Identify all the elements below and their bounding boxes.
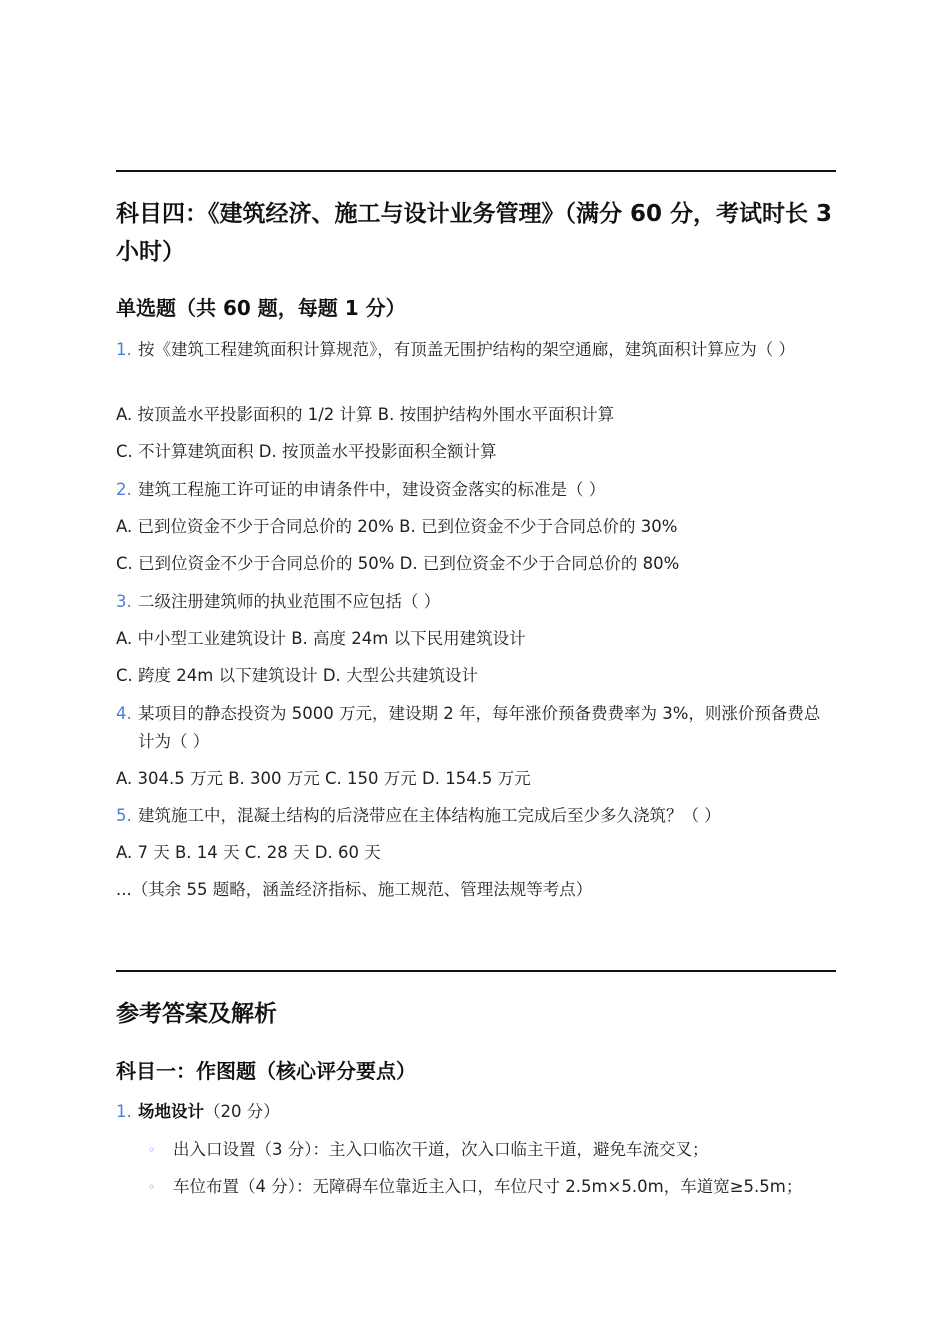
question-3-options-line-1: A. 中小型工业建筑设计 B. 高度 24m 以下民用建筑设计 — [116, 629, 526, 648]
question-number: 1. — [116, 340, 132, 359]
question-4-options-line-1: A. 304.5 万元 B. 300 万元 C. 150 万元 D. 154.5 万元 — [116, 769, 531, 788]
question-number: 4. — [116, 704, 132, 723]
section4-subtitle: 单选题（共 60 题，每题 1 分） — [116, 296, 406, 320]
question-number: 2. — [116, 480, 132, 499]
question-text: 二级注册建筑师的执业范围不应包括（ ） — [138, 592, 441, 611]
question-text: 建筑工程施工许可证的申请条件中，建设资金落实的标准是（ ） — [138, 480, 606, 499]
question-2 — [116, 476, 836, 504]
question-number: 5. — [116, 806, 132, 825]
question-number: 3. — [116, 592, 132, 611]
question-4 — [116, 700, 836, 756]
answer-item-label: 场地设计 — [138, 1102, 204, 1121]
question-5-options-line-1: A. 7 天 B. 14 天 C. 28 天 D. 60 天 — [116, 843, 381, 862]
question-2-options-line-2: C. 已到位资金不少于合同总价的 50% D. 已到位资金不少于合同总价的 80% — [116, 554, 680, 573]
question-3-options-line-2: C. 跨度 24m 以下建筑设计 D. 大型公共建筑设计 — [116, 666, 479, 685]
question-1 — [116, 336, 836, 364]
middle-divider — [116, 970, 836, 972]
answer-point-2 — [148, 1173, 838, 1201]
answer-item-number: 1. — [116, 1102, 132, 1121]
question-1-options-line-2: C. 不计算建筑面积 D. 按顶盖水平投影面积全额计算 — [116, 442, 497, 461]
answer-point-text: 出入口设置（3 分）：主入口临次干道，次入口临主干道，避免车流交叉； — [173, 1140, 709, 1159]
answer-point-1 — [148, 1136, 838, 1164]
answer-point-text: 车位布置（4 分）：无障碍车位靠近主入口，车位尺寸 2.5m×5.0m，车道宽≥5.5m； — [173, 1177, 803, 1196]
top-divider — [116, 170, 836, 172]
question-3 — [116, 588, 836, 616]
circle-bullet-icon: ◦ — [148, 1143, 156, 1157]
question-1-options-line-1: A. 按顶盖水平投影面积的 1/2 计算 B. 按围护结构外围水平面积计算 — [116, 405, 615, 424]
answer-item-1 — [116, 1098, 836, 1126]
question-text: 按《建筑工程建筑面积计算规范》，有顶盖无围护结构的架空通廊，建筑面积计算应为（ ） — [138, 340, 795, 359]
question-text: 某项目的静态投资为 5000 万元，建设期 2 年，每年涨价预备费费率为 3%，则涨价预备费总计为（ ） — [138, 704, 821, 751]
answers-title: 参考答案及解析 — [116, 1001, 277, 1027]
circle-bullet-icon: ◦ — [148, 1180, 156, 1194]
remaining-questions-note: ...（其余 55 题略，涵盖经济指标、施工规范、管理法规等考点） — [116, 880, 593, 899]
section4-title: 科目四：《建筑经济、施工与设计业务管理》（满分 60 分，考试时长 3 小时） — [116, 201, 833, 265]
answer-item-score: （20 分） — [204, 1102, 280, 1121]
question-text: 建筑施工中，混凝土结构的后浇带应在主体结构施工完成后至少多久浇筑？（ ） — [138, 806, 721, 825]
subject1-title: 科目一：作图题（核心评分要点） — [116, 1059, 416, 1083]
question-5 — [116, 802, 836, 830]
question-2-options-line-1: A. 已到位资金不少于合同总价的 20% B. 已到位资金不少于合同总价的 30% — [116, 517, 678, 536]
